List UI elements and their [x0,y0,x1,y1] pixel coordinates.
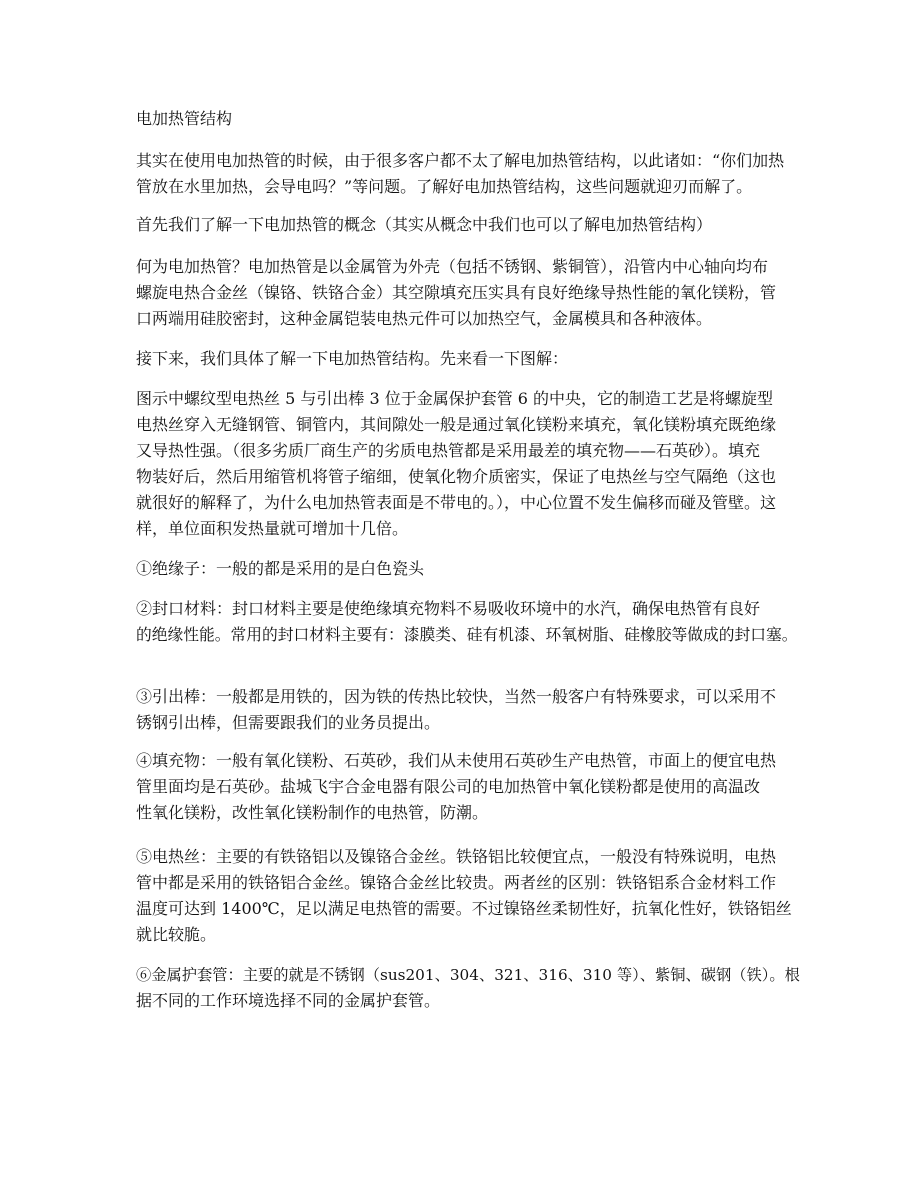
text-line: 图示中螺纹型电热丝 5 与引出棒 3 位于金属保护套管 6 的中央，它的制造工艺是将螺旋型 [136,389,774,408]
paragraph-intro [136,148,786,200]
text-line: 口两端用硅胶密封，这种金属铠装电热元件可以加热空气，金属模具和各种液体。 [136,309,713,328]
text-line: 又导热性强。（很多劣质厂商生产的劣质电热管都是采用最差的填充物——石英砂）。填充 [136,441,761,460]
paragraph-item-lead-rod [136,684,786,736]
paragraph-definition [136,254,786,332]
paragraph-item-filler [136,748,786,826]
text-line: ⑥金属护套管：主要的就是不锈钢（sus201、304、321、316、310 等）、紫铜、碳钢（铁）。根 [136,966,800,984]
text-line: ②封口材料：封口材料主要是使绝缘填充物料不易吸收环境中的水汽，确保电热管有良好 [136,599,761,618]
paragraph-item-sealing [136,596,798,648]
paragraph-structure-intro [136,346,786,372]
text-line: 样，单位面积发热量就可增加十几倍。 [136,519,409,538]
text-line: 首先我们了解一下电加热管的概念（其实从概念中我们也可以了解电加热管结构） [136,215,713,234]
text-line: ④填充物：一般有氧化镁粉、石英砂，我们从未使用石英砂生产电热管，市面上的便宜电热 [136,751,777,770]
text-line: 就比较脆。 [136,925,217,944]
text-line: 管放在水里加热，会导电吗？”等问题。了解好电加热管结构，这些问题就迎刃而解了。 [136,177,753,196]
text-line: 温度可达到 1400℃，足以满足电热管的需要。不过镍铬丝柔韧性好，抗氧化性好，铁铬铝丝 [136,899,792,918]
document-title: 电加热管结构 [136,109,233,128]
text-line: 电热丝穿入无缝钢管、铜管内，其间隙处一般是通过氧化镁粉来填充，氧化镁粉填充既绝缘 [136,415,777,434]
text-line: ③引出棒：一般都是用铁的，因为铁的传热比较快，当然一般客户有特殊要求，可以采用不 [136,687,777,706]
paragraph-concept-heading [136,212,786,238]
text-line: ⑤电热丝：主要的有铁铬铝以及镍铬合金丝。铁铬铝比较便宜点，一般没有特殊说明，电热 [136,847,777,866]
text-line: 的绝缘性能。常用的封口材料主要有：漆膜类、硅有机漆、环氧树脂、硅橡胶等做成的封口塞。 [136,625,798,644]
text-line: 其实在使用电加热管的时候，由于很多客户都不太了解电加热管结构，以此诸如：“你们加热 [136,151,785,170]
paragraph-diagram-description [136,386,786,542]
paragraph-item-sheath [136,962,800,1014]
text-line: 何为电加热管？电加热管是以金属管为外壳（包括不锈钢、紫铜管），沿管内中心轴向均布 [136,257,769,276]
text-line: 性氧化镁粉，改性氧化镁粉制作的电热管，防潮。 [136,803,489,822]
text-line: 管里面均是石英砂。盐城飞宇合金电器有限公司的电加热管中氧化镁粉都是使用的高温改 [136,777,761,796]
text-line: ①绝缘子：一般的都是采用的是白色瓷头 [136,559,425,578]
text-line: 就很好的解释了，为什么电加热管表面是不带电的。），中心位置不发生偏移而碰及管壁。这 [136,493,777,512]
text-line: 接下来，我们具体了解一下电加热管结构。先来看一下图解： [136,349,569,368]
text-line: 据不同的工作环境选择不同的金属护套管。 [136,991,441,1010]
paragraph-item-heating-wire [136,844,792,948]
paragraph-item-insulator [136,556,786,582]
text-line: 管中都是采用的铁铬铝合金丝。镍铬合金丝比较贵。两者丝的区别：铁铬铝系合金材料工作 [136,873,777,892]
text-line: 螺旋电热合金丝（镍铬、铁铬合金）其空隙填充压实具有良好绝缘导热性能的氧化镁粉，管 [136,283,777,302]
text-line: 锈钢引出棒，但需要跟我们的业务员提出。 [136,713,441,732]
text-line: 物装好后，然后用缩管机将管子缩细，使氧化物介质密实，保证了电热丝与空气隔绝（这也 [136,467,777,486]
